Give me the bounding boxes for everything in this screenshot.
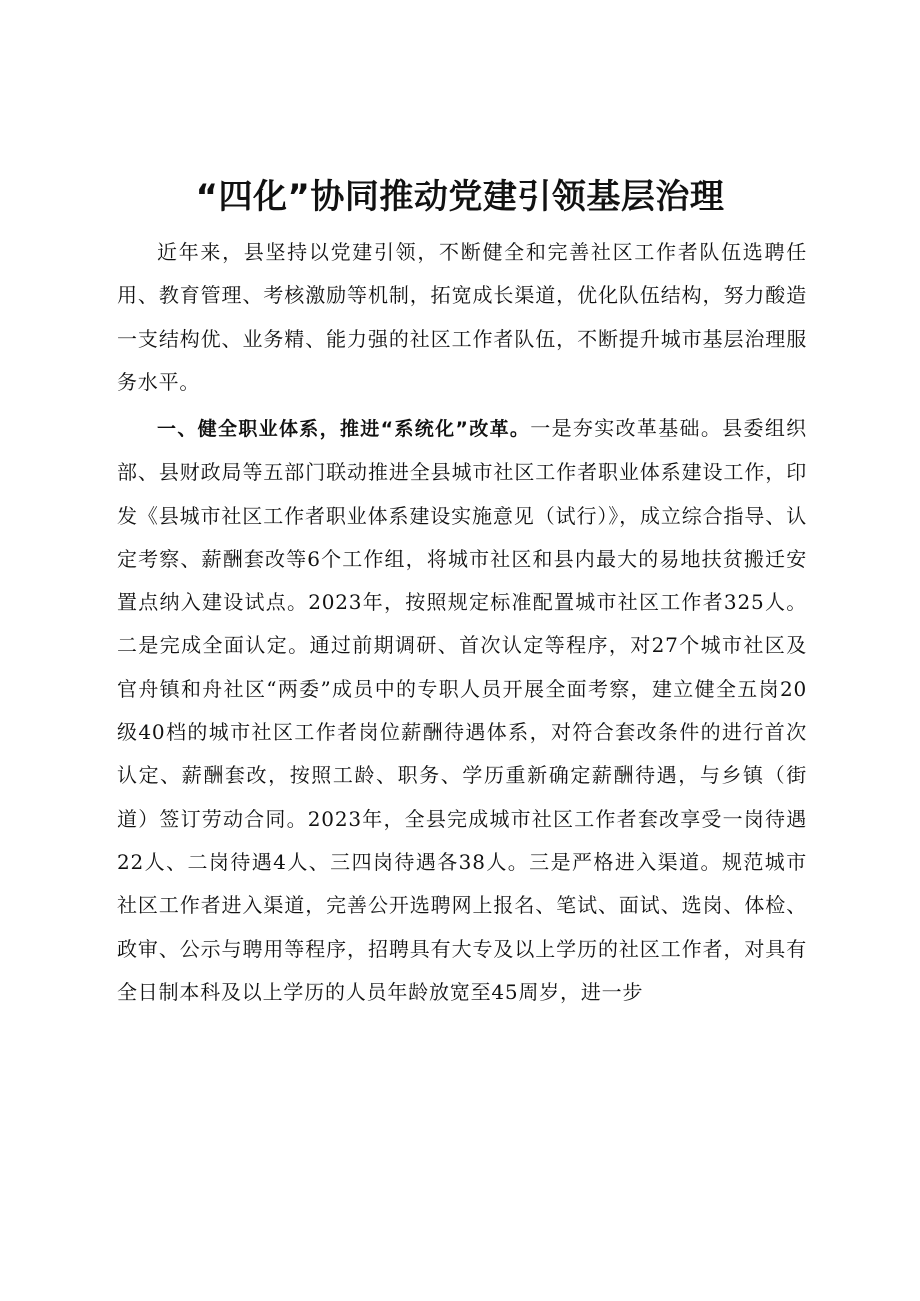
section-one-paragraph bbox=[117, 407, 807, 1014]
section-one-body: 一是夯实改革基础。县委组织部、县财政局等五部门联动推进全县城市社区工作者职业体系建设工作，印发《县城市社区工作者职业体系建设实施意见（试行）》，成立综合指导、认定考察、薪酬套改等6个工作组，将城市社区和县内最大的易地扶贫搬迁安置点纳入建设试点。2023年，按照规定标准配置城市社区工作者325人。二是完成全面认定。通过前期调研、首次认定等程序，对27个城市社区及官舟镇和舟社区“两委”成员中的专职人员开展全面考察，建立健全五岗20级40档的城市社区工作者岗位薪酬待遇体系，对符合套改条件的进行首次认定、薪酬套改，按照工龄、职务、学历重新确定薪酬待遇，与乡镇（街道）签订劳动合同。2023年，全县完成城市社区工作者套改享受一岗待遇22人、二岗待遇4人、三四岗待遇各38人。三是严格进入渠道。规范城市社区工作者进入渠道，完善公开选聘网上报名、笔试、面试、选岗、体检、政审、公示与聘用等程序，招聘具有大专及以上学历的社区工作者，对具有全日制本科及以上学历的人员年龄放宽至45周岁，进一步 bbox=[117, 416, 807, 1004]
section-one-heading: 一、健全职业体系，推进“系统化”改革。 bbox=[157, 418, 531, 440]
intro-paragraph: 近年来，县坚持以党建引领，不断健全和完善社区工作者队伍选聘任用、教育管理、考核激励等机制，拓宽成长渠道，优化队伍结构，努力酸造一支结构优、业务精、能力强的社区工作者队伍，不断提升城市基层治理服务水平。 bbox=[117, 240, 807, 394]
intro-section bbox=[117, 231, 807, 404]
document-title: “四化”协同推动党建引领基层治理 bbox=[195, 177, 725, 217]
section-one bbox=[117, 407, 807, 1014]
